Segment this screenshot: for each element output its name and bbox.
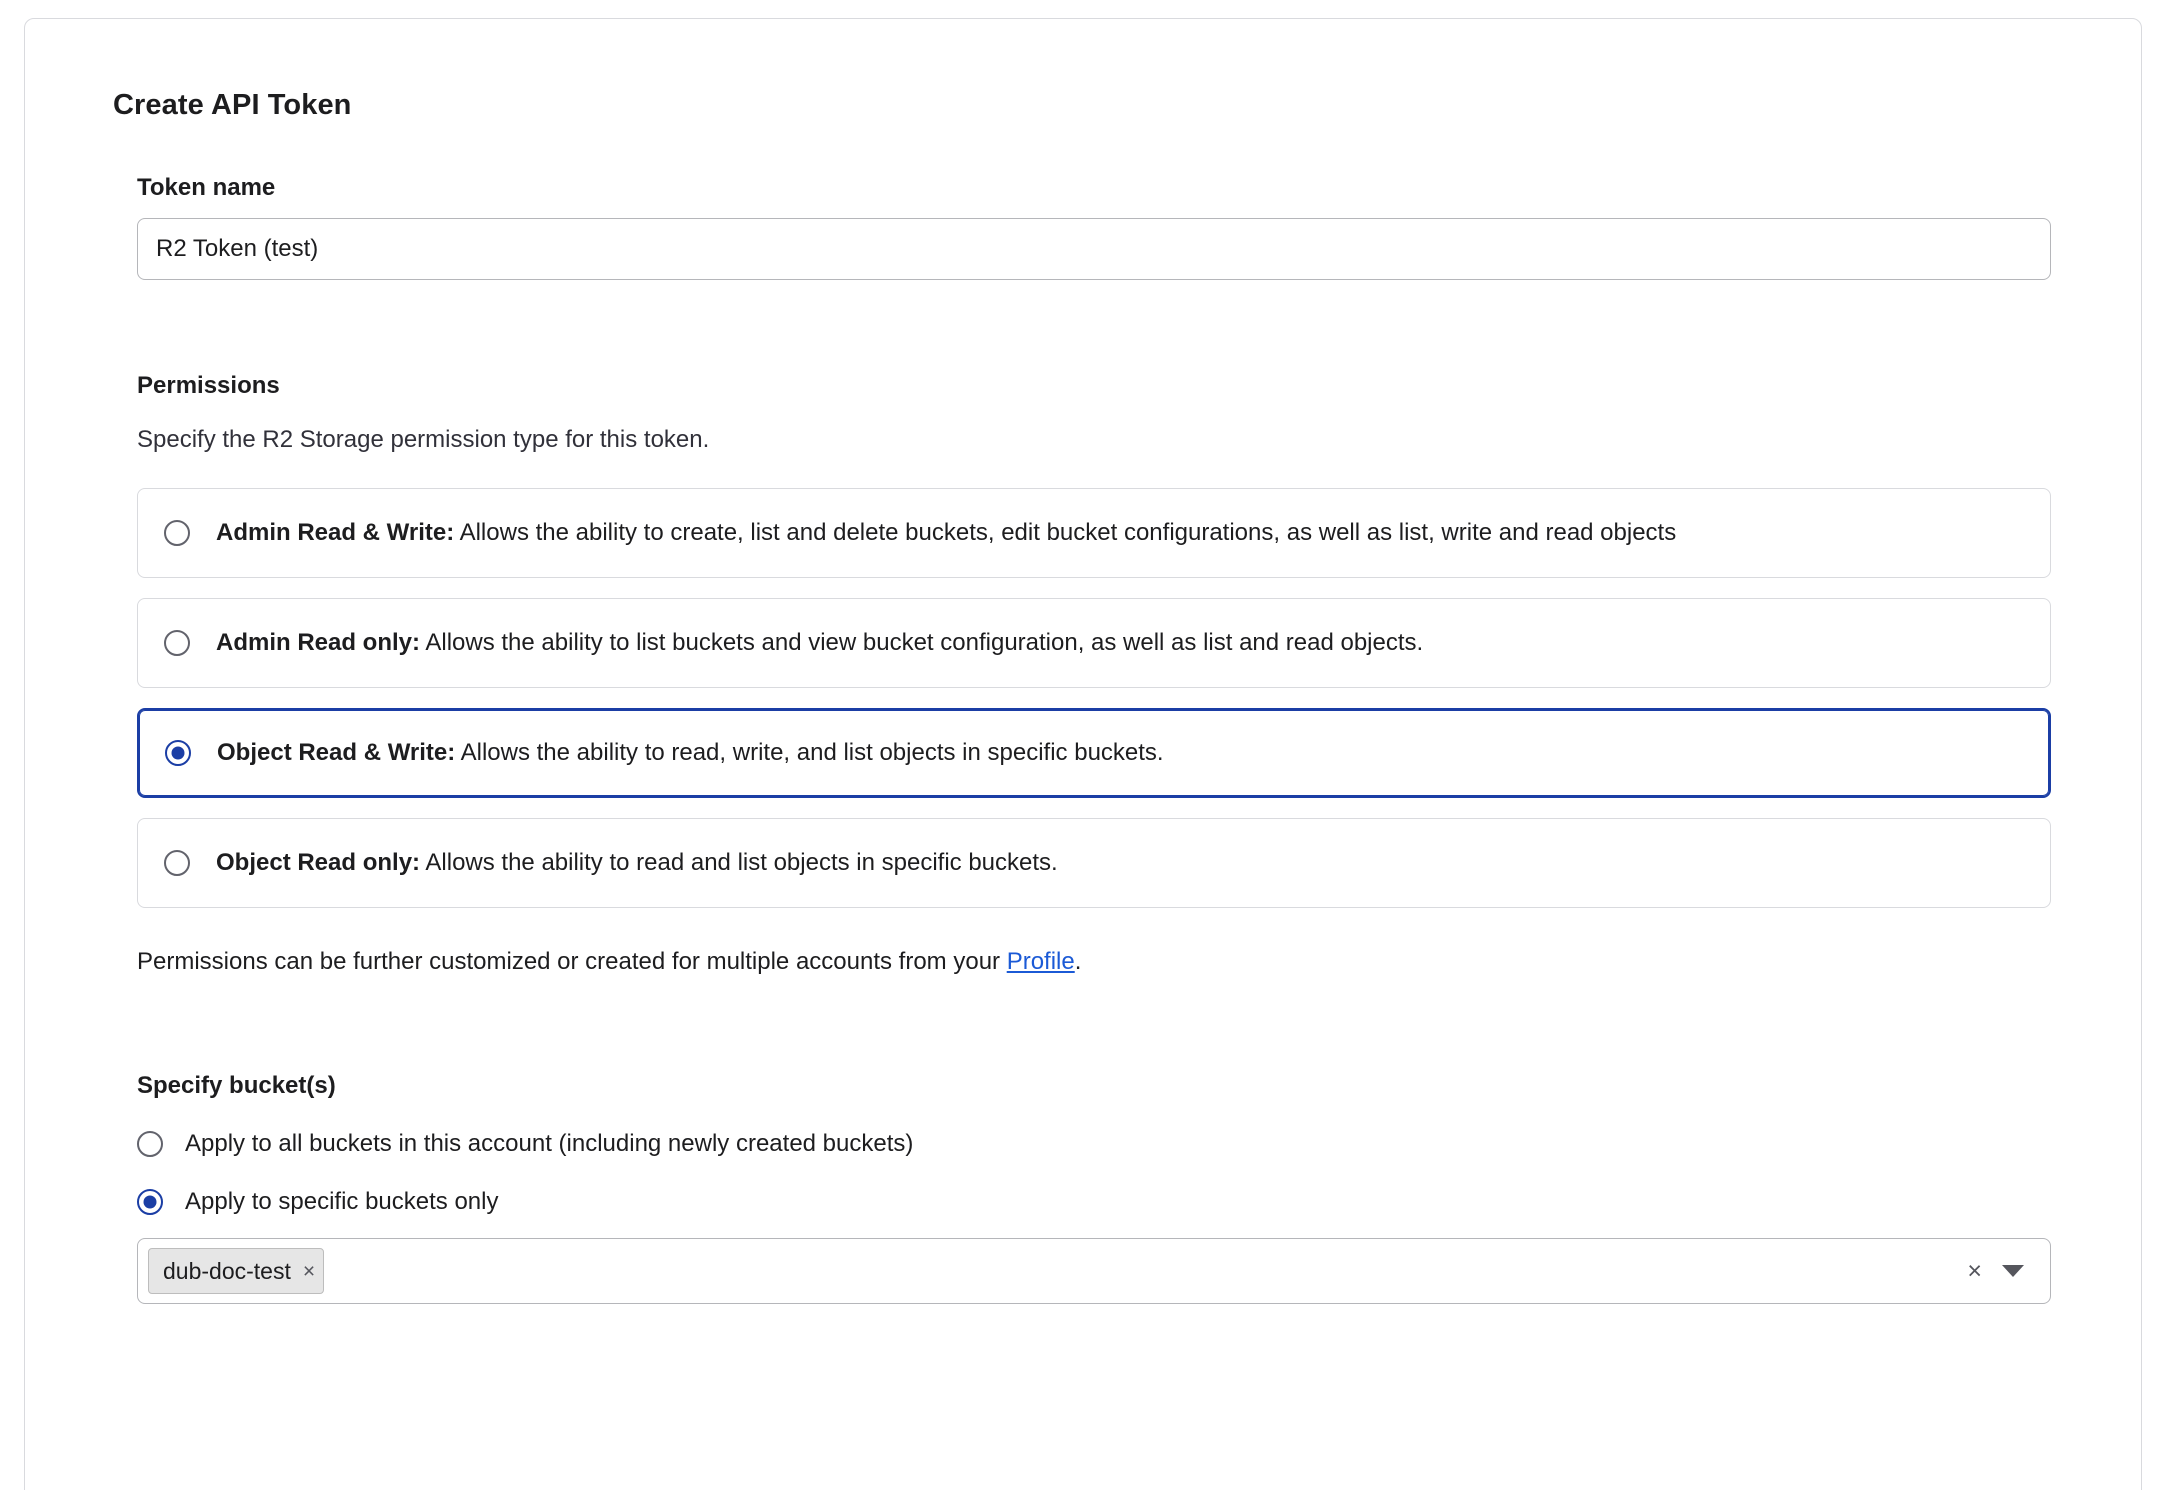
page-title: Create API Token	[113, 89, 352, 121]
permission-option-text	[216, 627, 1423, 659]
radio-icon[interactable]	[164, 630, 190, 656]
bucket-option-label: Apply to specific buckets only	[185, 1188, 499, 1215]
permission-option-detail: Allows the ability to read, write, and list objects in specific buckets.	[455, 738, 1164, 766]
permission-option-detail: Allows the ability to read and list objects in specific buckets.	[420, 848, 1058, 876]
token-name-section	[137, 174, 2051, 280]
profile-link[interactable]: Profile	[1006, 948, 1075, 975]
permissions-footnote	[137, 948, 2051, 976]
create-api-token-card	[24, 18, 2142, 1490]
permission-option-detail: Allows the ability to list buckets and view bucket configuration, as well as list and read objects.	[420, 628, 1424, 656]
permission-option-object-read-write[interactable]	[137, 708, 2051, 798]
radio-icon-selected[interactable]	[165, 740, 191, 766]
bucket-option-label: Apply to all buckets in this account (including newly created buckets)	[185, 1130, 914, 1157]
permission-option-detail: Allows the ability to create, list and delete buckets, edit bucket configurations, as well as list, write and read objects	[454, 518, 1677, 546]
radio-icon-selected[interactable]	[137, 1189, 163, 1215]
bucket-option-specific-buckets[interactable]	[137, 1188, 2051, 1216]
permission-option-admin-read-only[interactable]	[137, 598, 2051, 688]
radio-icon[interactable]	[164, 850, 190, 876]
radio-icon[interactable]	[164, 520, 190, 546]
bucket-chip-label: dub-doc-test	[163, 1257, 291, 1284]
clear-icon[interactable]: ×	[1967, 1256, 1982, 1285]
permission-option-text	[217, 737, 1164, 769]
permission-option-object-read-only[interactable]	[137, 818, 2051, 908]
permission-option-title: Object Read & Write:	[217, 738, 456, 766]
permissions-heading: Permissions	[137, 372, 280, 399]
footnote-text-after: .	[1074, 948, 1082, 975]
specify-buckets-heading: Specify bucket(s)	[137, 1072, 336, 1099]
permission-option-admin-read-write[interactable]	[137, 488, 2051, 578]
permissions-section	[137, 372, 2051, 976]
permission-option-text	[216, 847, 1058, 879]
bucket-option-all-buckets[interactable]	[137, 1130, 2051, 1158]
bucket-chip[interactable]	[148, 1248, 324, 1294]
permission-option-title: Object Read only:	[216, 848, 421, 876]
specify-buckets-section	[137, 1072, 2051, 1304]
close-icon[interactable]: ×	[302, 1259, 316, 1283]
token-name-label: Token name	[137, 174, 276, 201]
token-name-input[interactable]	[137, 218, 2051, 280]
bucket-multiselect[interactable]	[137, 1238, 2051, 1304]
radio-icon[interactable]	[137, 1131, 163, 1157]
chevron-down-icon[interactable]	[2002, 1265, 2024, 1277]
permission-option-title: Admin Read & Write:	[216, 518, 455, 546]
footnote-text-before: Permissions can be further customized or created for multiple accounts from your	[137, 948, 1007, 975]
permissions-description: Specify the R2 Storage permission type for this token.	[137, 426, 710, 453]
permission-option-title: Admin Read only:	[216, 628, 421, 656]
permission-option-text	[216, 517, 1676, 549]
